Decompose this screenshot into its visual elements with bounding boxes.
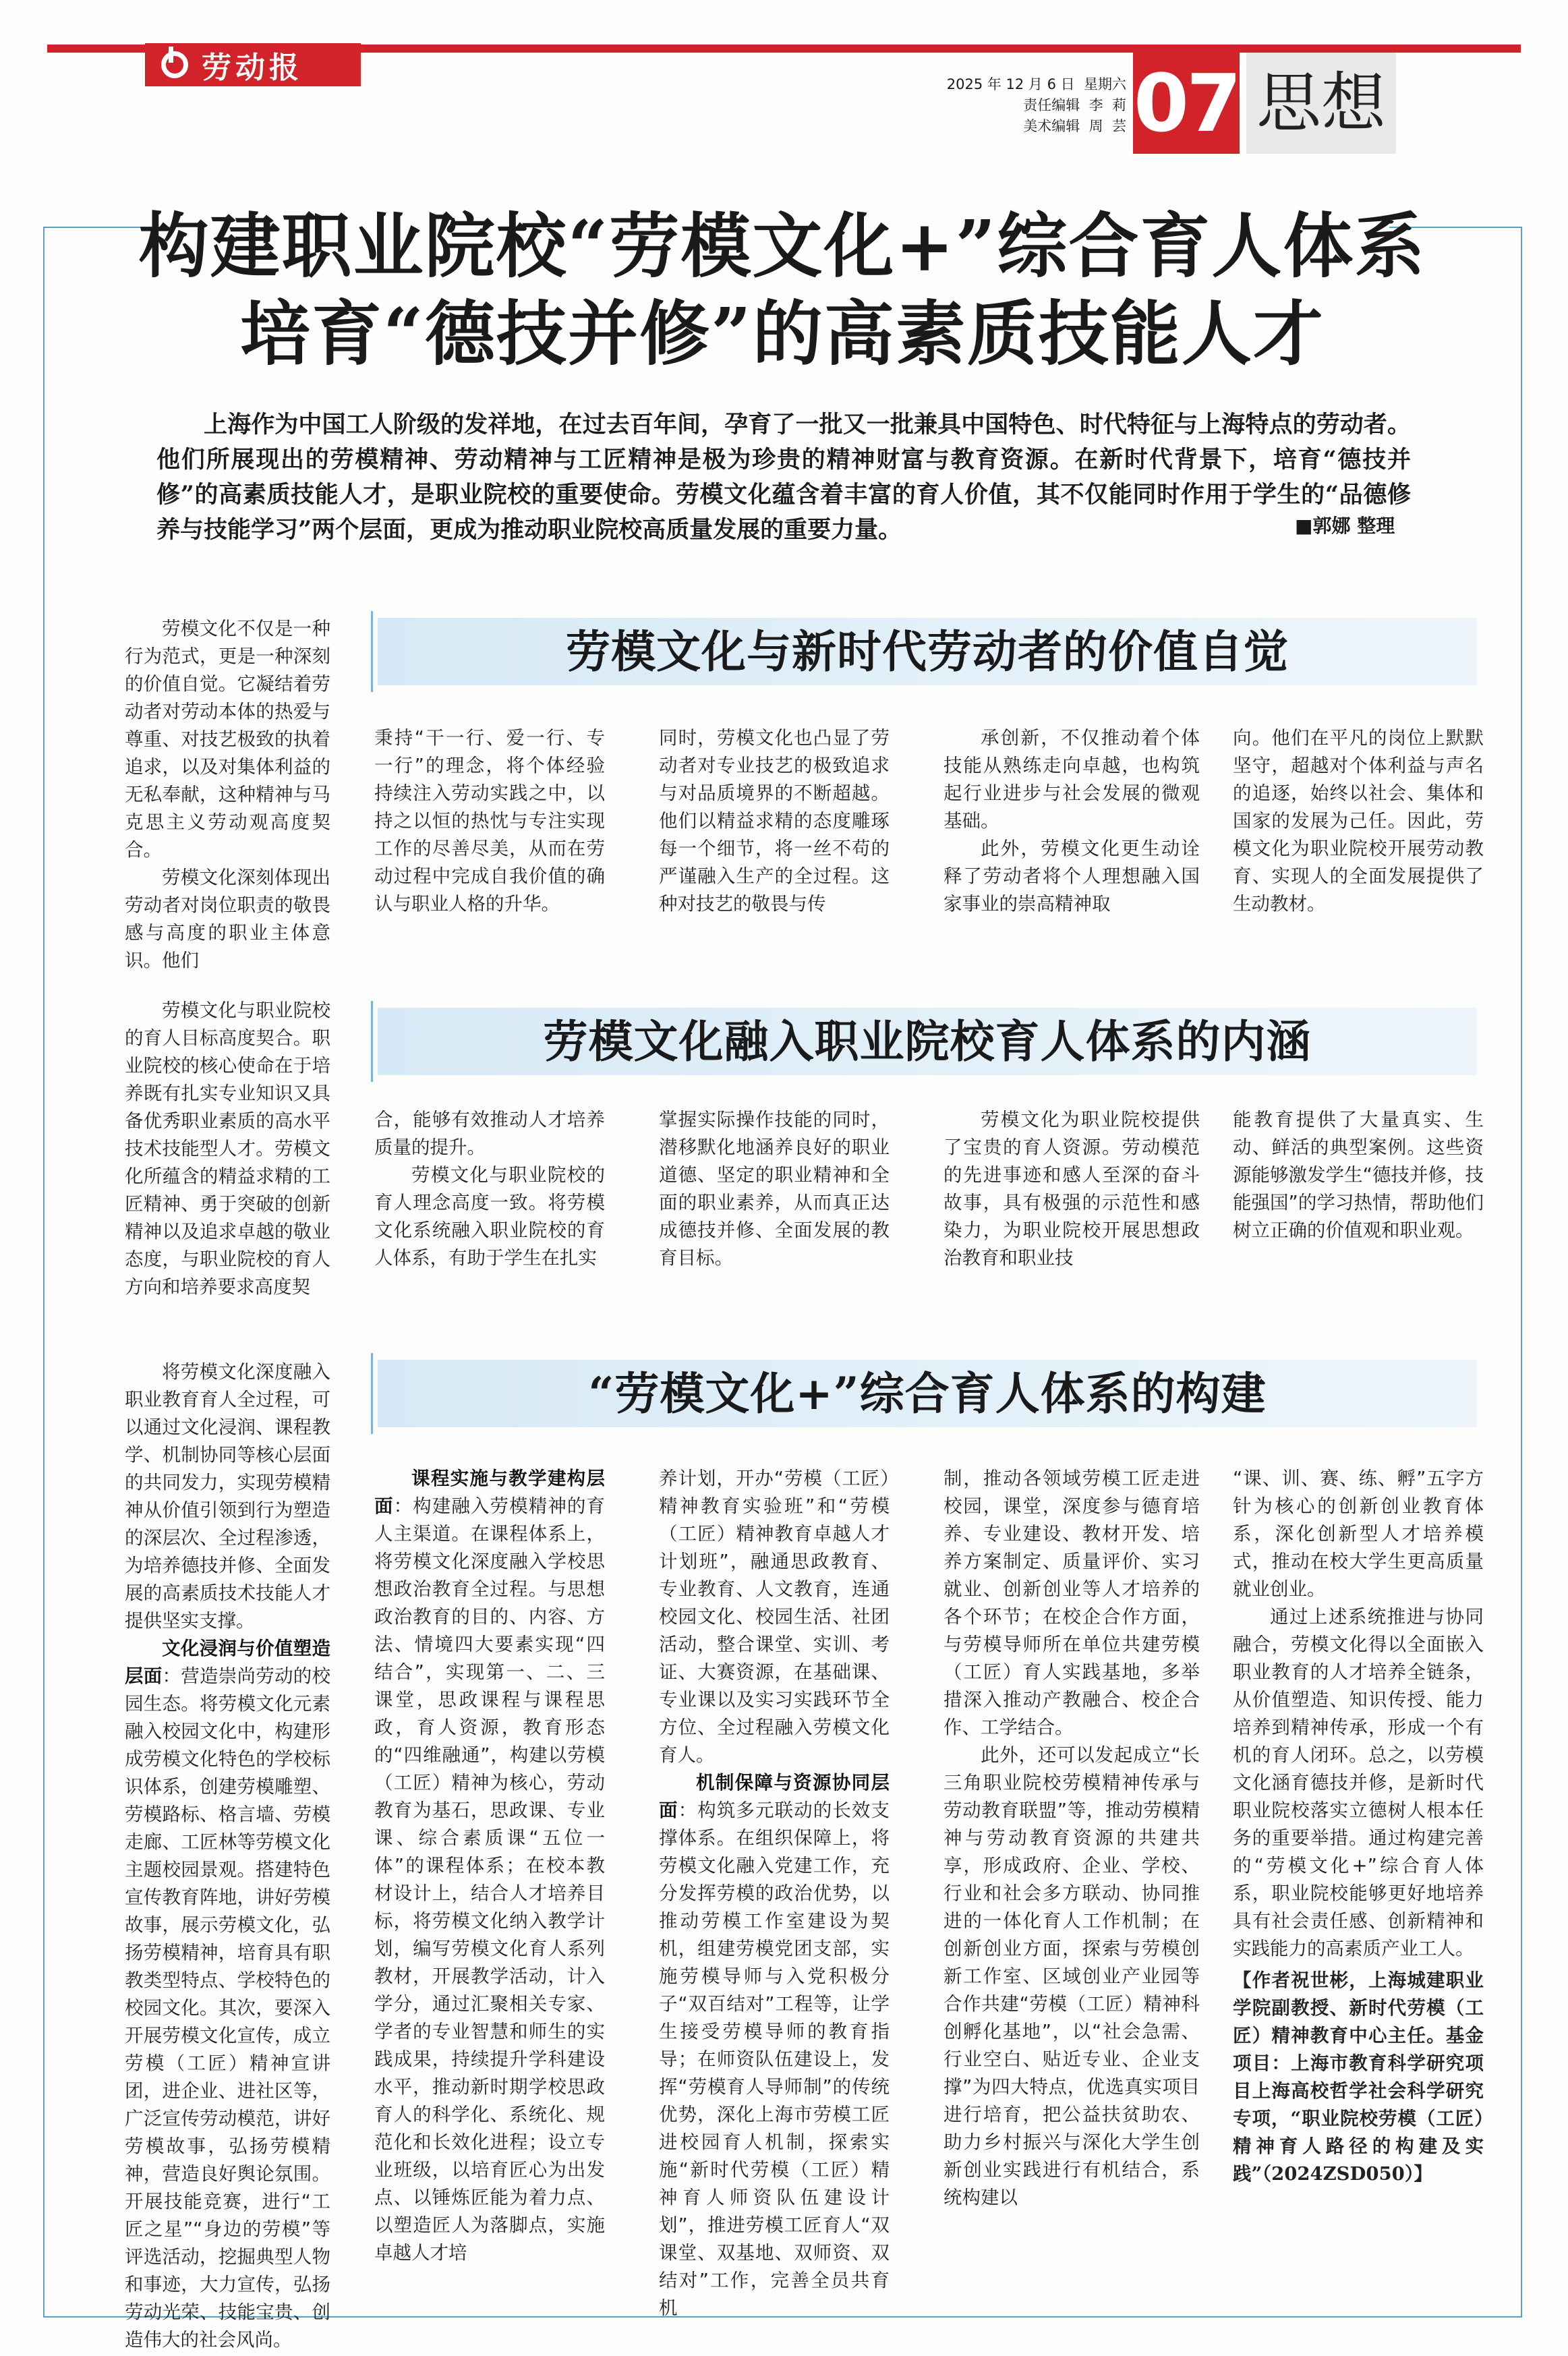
paragraph: 此外，劳模文化更生动诠释了劳动者将个人理想融入国家事业的崇高精神取 xyxy=(943,838,1200,915)
section-2-column-5 xyxy=(1233,1106,1484,1244)
paragraph xyxy=(1233,1603,1484,1963)
paragraph xyxy=(1233,1465,1484,1603)
paragraph-text: 此外，还可以发起成立“长三角职业院校劳模精神传承与劳动教育联盟”等，推动劳模精神与劳动教育资源的共建共享，形成政府、企业、学校、行业和社会多方联动、协同推进的一体化育人工作机制；在创新创业方面，探索与劳模创新工作室、区域创业产业园等合作共建“劳模（工匠）精神科创孵化基地”，以“社会急需、行业空白、贴近专业、企业支撑”为四大特点，优选真实项目进行培育，把公益扶贫助农、助力乡村振兴与深化大学生创新创业实践进行有机结合，系统构建以 xyxy=(943,1744,1200,2208)
paragraph xyxy=(943,1465,1200,1742)
paragraph-text: ：营造崇尚劳动的校园生态。将劳模文化元素融入校园文化中，构建形成劳模文化特色的学校标识体系，创建劳模雕塑、劳模路标、格言墙、劳模走廊、工匠林等劳模文化主题校园景观。搭建特色宣传教育阵地，讲好劳模故事，展示劳模文化，弘扬劳模精神，培育具有职教类型特点、学校特色的校园文化。其次，要深入开展劳模文化宣传，成立劳模（工匠）精神宣讲团，进企业、进社区等，广泛宣传劳动模范，讲好劳模故事，弘扬劳模精神，营造良好舆论氛围。开展技能竞赛，进行“工匠之星”“身边的劳模”等评选活动，挖掘典型人物和事迹，大力宣传，弘扬劳动光荣、技能宝贵、创造伟大的社会风尚。 xyxy=(125,1665,330,2351)
paragraph: 劳模文化不仅是一种行为范式，更是一种深刻的价值自觉。它凝结着劳动者对劳动本体的热爱与尊重、对技艺极致的执着追求，以及对集体利益的无私奉献，这种精神与马克思主义劳动观高度契合。 xyxy=(125,618,330,861)
section-title-3: “劳模文化+”综合育人体系的构建 xyxy=(378,1360,1477,1427)
section-1-column-5 xyxy=(1233,724,1484,918)
paragraph xyxy=(659,1465,890,1769)
paragraph: 劳模文化与职业院校的育人目标高度契合。职业院校的核心使命在于培养既有扎实专业知识又具备优秀职业素质的高水平技术技能型人才。劳模文化所蕴含的精益求精的工匠精神、勇于突破的创新精神以及追求卓越的敬业态度，与职业院校的育人方向和培养要求高度契 xyxy=(125,1000,330,1298)
paragraph: 秉持“干一行、爱一行、专一行”的理念，将个体经验持续注入劳动实践之中，以持之以恒的热忱与专注实现工作的尽善尽美，从而在劳动过程中完成自我价值的确认与职业人格的升华。 xyxy=(374,727,605,915)
section-title-1: 劳模文化与新时代劳动者的价值自觉 xyxy=(378,618,1477,685)
paragraph: 合，能够有效推动人才培养质量的提升。 xyxy=(374,1109,605,1158)
section-name: 思想 xyxy=(1246,53,1396,154)
paragraph xyxy=(659,1769,890,2322)
section-1-column-3 xyxy=(659,724,890,918)
subsection-heading: 文化浸润与价值塑造层面 xyxy=(125,1638,330,1687)
paragraph: 能教育提供了大量真实、生动、鲜活的典型案例。这些资源能够激发学生“德技并修，技能强国”的学习热情，帮助他们树立正确的价值观和职业观。 xyxy=(1233,1109,1484,1241)
art-editor: 美术编辑 周 芸 xyxy=(1023,118,1126,134)
paragraph: 同时，劳模文化也凸显了劳动者对专业技艺的极致追求与对品质境界的不断超越。他们以精益求精的态度雕琢每一个细节，将一丝不苟的严谨融入生产的全过程。这种对技艺的敬畏与传 xyxy=(659,727,890,915)
section-2-column-2 xyxy=(374,1106,605,1272)
lead-paragraph: 上海作为中国工人阶级的发祥地，在过去百年间，孕育了一批又一批兼具中国特色、时代特征与上海特点的劳动者。他们所展现出的劳模精神、劳动精神与工匠精神是极为珍贵的精神财富与教育资源。在新时代背景下，培育“德技并修”的高素质技能人才，是职业院校的重要使命。劳模文化蕴含着丰富的育人价值，其不仅能同时作用于学生的“品德修养与技能学习”两个层面，更成为推动职业院校高质量发展的重要力量。 xyxy=(156,411,1411,544)
paragraph: 劳模文化为职业院校提供了宝贵的育人资源。劳动模范的先进事迹和感人至深的奋斗故事，具有极强的示范性和感染力，为职业院校开展思想政治教育和职业技 xyxy=(943,1109,1200,1269)
headline-line-2: 培育“德技并修”的高素质技能人才 xyxy=(240,292,1325,375)
masthead-meta xyxy=(870,74,1126,137)
section-title-2: 劳模文化融入职业院校育人体系的内涵 xyxy=(378,1008,1477,1075)
author-note: 【作者祝世彬，上海城建职业学院副教授、新时代劳模（工匠）精神教育中心主任。基金项目：上海市教育科学研究项目上海高校哲学社会科学研究专项，“职业院校劳模（工匠）精神育人路径的构建及实践”（2024ZSD050）】 xyxy=(1233,1970,1484,2185)
paragraph: 承创新，不仅推动着个体技能从熟练走向卓越，也构筑起行业进步与社会发展的微观基础。 xyxy=(943,727,1200,832)
section-3-column-5 xyxy=(1233,1465,1484,2188)
paragraph-text: ：构筑多元联动的长效支撑体系。在组织保障上，将劳模文化融入党建工作，充分发挥劳模的政治优势，以推动劳模工作室建设为契机，组建劳模党团支部，实施劳模导师与入党积极分子“双百结对”工程等，让学生接受劳模导师的教育指导；在师资队伍建设上，发挥“劳模育人导师制”的传统优势，深化上海市劳模工匠进校园育人机制，探索实施“新时代劳模（工匠）精神育人师资队伍建设计划”，推进劳模工匠育人“双课堂、双基地、双师资、双结对”工作，完善全员共育机 xyxy=(659,1800,890,2319)
paragraph: 劳模文化深刻体现出劳动者对岗位职责的敬畏感与高度的职业主体意识。他们 xyxy=(125,867,330,971)
paragraph: 劳模文化与职业院校的育人理念高度一致。将劳模文化系统融入职业院校的育人体系，有助于学生在扎实 xyxy=(374,1164,605,1269)
paragraph-text: 制，推动各领域劳模工匠走进校园，课堂，深度参与德育培养、专业建设、教材开发、培养方案制定、质量评价、实习就业、创新创业等人才培养的各个环节；在校企合作方面，与劳模导师所在单位共建劳模（工匠）育人实践基地，多举措深入推动产教融合、校企合作、工学结合。 xyxy=(943,1468,1200,1738)
section-3-column-2 xyxy=(374,1465,605,2267)
paragraph: 掌握实际操作技能的同时，潜移默化地涵养良好的职业道德、坚定的职业精神和全面的职业素养，从而真正达成德技并修、全面发展的教育目标。 xyxy=(659,1109,890,1269)
page-number: 07 xyxy=(1133,53,1240,154)
logo-text: 劳动报 xyxy=(202,51,303,85)
section-1-column-2 xyxy=(374,724,605,918)
paragraph-text: 通过上述系统推进与协同融合，劳模文化得以全面嵌入职业教育的人才培养全链条，从价值塑造、知识传授、能力培养到精神传承，形成一个有机的育人闭环。总之，以劳模文化涵育德技并修，是新时代职业院校落实立德树人根本任务的重要举措。通过构建完善的“劳模文化+”综合育人体系，职业院校能够更好地培养具有社会责任感、创新精神和实践能力的高素质产业工人。 xyxy=(1233,1606,1484,1959)
paragraph-text: 养计划，开办“劳模（工匠）精神教育实验班”和“劳模（工匠）精神教育卓越人才计划班”，融通思政教育、专业教育、人文教育，连通校园文化、校园生活、社团活动，整合课堂、实训、考证、大赛资源，在基础课、专业课以及实习实践环节全方位、全过程融入劳模文化育人。 xyxy=(659,1468,890,1766)
paragraph xyxy=(374,1465,605,2267)
subsection-heading: 机制保障与资源协同层面 xyxy=(659,1772,890,1821)
paragraph xyxy=(125,1635,330,2354)
section-2-column-4 xyxy=(943,1106,1200,1272)
paragraph-text: “课、训、赛、练、孵”五字方针为核心的创新创业教育体系，深化创新型人才培养模式，推动在校大学生更高质量就业创业。 xyxy=(1233,1468,1484,1600)
subsection-heading: 课程实施与教学建构层面 xyxy=(374,1468,605,1517)
section-3-column-3 xyxy=(659,1465,890,2322)
paragraph-text: ：构建融入劳模精神的育人主渠道。在课程体系上，将劳模文化深度融入学校思想政治教育全过程。与思想政治教育的目的、内容、方法、情境四大要素实现“四结合”，实现第一、二、三课堂，思政课程与课程思政，育人资源，教育形态的“四维融通”，构建以劳模（工匠）精神为核心，劳动教育为基石，思政课、专业课、综合素质课“五位一体”的课程体系；在校本教材设计上，结合人才培养目标，将劳模文化纳入教学计划，编写劳模文化育人系列教材，开展教学活动，计入学分，通过汇聚相关专家、学者的专业智慧和师生的实践成果，持续提升学科建设水平，推动新时期学校思政育人的科学化、系统化、规范化和长效化进程；设立专业班级，以培育匠心为出发点、以锤炼匠能为着力点、以塑造匠人为落脚点，实施卓越人才培 xyxy=(374,1495,606,2264)
section-2-column-1 xyxy=(125,997,330,1301)
section-1-column-1 xyxy=(125,615,330,975)
logo-icon xyxy=(161,51,188,78)
paragraph: 向。他们在平凡的岗位上默默坚守，超越对个体利益与声名的追逐，始终以社会、集体和国家的发展为己任。因此，劳模文化为职业院校开展劳动教育、实现人的全面发展提供了生动教材。 xyxy=(1233,727,1484,915)
responsible-editor: 责任编辑 李 莉 xyxy=(1023,97,1126,113)
headline-line-1: 构建职业院校“劳模文化+”综合育人体系 xyxy=(138,204,1426,287)
issue-date: 2025 年 12 月 6 日 星期六 xyxy=(946,76,1126,92)
lead-credit: ■郭娜 整理 xyxy=(1295,515,1395,537)
section-3-column-4 xyxy=(943,1465,1200,2212)
headline xyxy=(121,202,1443,378)
paragraph: 将劳模文化深度融入职业教育育人全过程，可以通过文化浸润、课程教学、机制协同等核心层面的共同发力，实现劳模精神从价值引领到行为塑造的深层次、全过程渗透，为培养德技并修、全面发展的高素质技术技能人才提供坚实支撑。 xyxy=(125,1361,330,1632)
paragraph xyxy=(943,1742,1200,2212)
section-2-column-3 xyxy=(659,1106,890,1272)
newspaper-logo xyxy=(145,43,361,86)
section-3-column-1 xyxy=(125,1358,330,2354)
section-1-column-4 xyxy=(943,724,1200,918)
